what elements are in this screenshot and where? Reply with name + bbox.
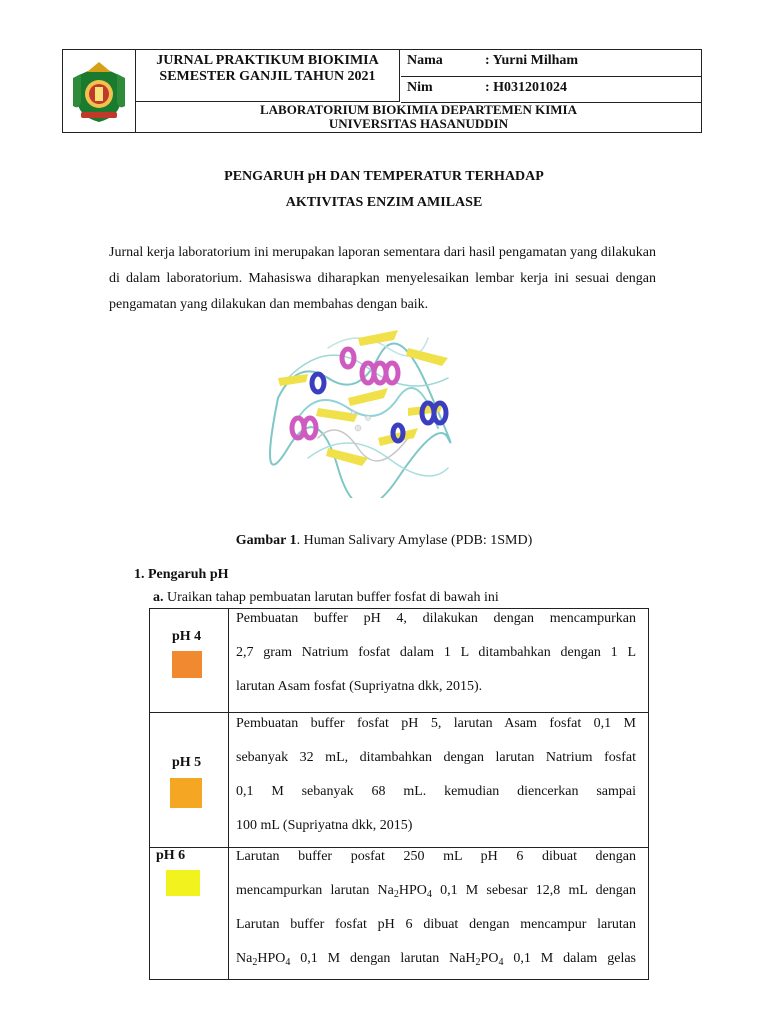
table-row (150, 712, 648, 848)
buffer-description (236, 602, 636, 704)
document-title-line1: PENGARUH pH DAN TEMPERATUR TERHADAP (224, 169, 544, 184)
table-row (150, 609, 648, 713)
laboratory-cell (136, 102, 701, 132)
desc-text: HPO (257, 951, 286, 966)
desc-line: 0,1 M sebanyak 68 mL. kemudian diencerkan sampai (236, 784, 636, 799)
subscript: 4 (426, 889, 432, 900)
nim-row (401, 76, 701, 102)
sub-heading-marker: a. (153, 590, 164, 605)
ph-label-cell (150, 848, 229, 980)
figure-caption (0, 533, 768, 549)
journal-title-line2: SEMESTER GANJIL TAHUN 2021 (159, 69, 376, 84)
protein-structure-image (258, 318, 468, 498)
ph-label: pH 4 (172, 629, 202, 644)
buffer-table (149, 608, 649, 980)
subscript: 2 (252, 957, 258, 968)
sub-heading-text: Uraikan tahap pembuatan larutan buffer fosfat di bawah ini (163, 590, 499, 605)
desc-text: 0,1 M sebesar 12,8 mL dengan (431, 883, 637, 898)
desc-line: Pembuatan buffer pH 4, dilakukan dengan mencampurkan (236, 611, 636, 626)
desc-text: PO (480, 951, 499, 966)
figure-caption-text: . Human Salivary Amylase (PDB: 1SMD) (296, 533, 533, 548)
name-label: Nama (407, 53, 443, 68)
section-heading: 1. Pengaruh pH (134, 567, 229, 582)
desc-line: Larutan buffer fosfat pH 6 dibuat dengan mencampur larutan (236, 917, 636, 932)
figure-caption-label: Gambar 1 (235, 533, 297, 548)
desc-line: Larutan buffer posfat 250 mL pH 6 dibuat dengan (236, 849, 636, 864)
color-swatch (170, 778, 202, 808)
desc-text: 0,1 M dalam gelas (503, 951, 636, 966)
desc-line (236, 942, 636, 976)
nim-value: : H031201024 (485, 80, 568, 95)
university-logo (67, 58, 131, 124)
desc-text: 0,1 M dengan larutan NaH (290, 951, 476, 966)
name-value: : Yurni Milham (485, 53, 579, 68)
desc-line: sebanyak 32 mL, ditambahkan dengan larutan Natrium fosfat (236, 750, 636, 765)
ph-label-cell (150, 712, 229, 847)
journal-title-cell (136, 50, 400, 102)
intro-paragraph: Jurnal kerja laboratorium ini merupakan laporan sementara dari hasil pengamatan yang dilakukan di dalam laboratorium. Mahasiswa diharapkan menyelesaikan lembar kerja ini sesuai dengan pengamatan yang dilakukan dan membahas dengan baik. (109, 245, 656, 312)
lab-line1: LABORATORIUM BIOKIMIA DEPARTEMEN KIMIA (260, 102, 577, 117)
student-info-cell (401, 50, 701, 103)
color-swatch (172, 651, 202, 678)
desc-line (236, 874, 636, 908)
ph-label-cell (150, 609, 229, 712)
lab-line2: UNIVERSITAS HASANUDDIN (328, 116, 509, 131)
desc-line: 100 mL (Supriyatna dkk, 2015) (236, 818, 413, 833)
table-row (150, 848, 648, 980)
subscript: 4 (498, 957, 504, 968)
subscript: 2 (393, 889, 399, 900)
desc-text: HPO (398, 883, 427, 898)
buffer-description (236, 840, 636, 976)
ph-label: pH 6 (156, 848, 186, 863)
desc-text: mencampurkan larutan Na (236, 883, 394, 898)
name-row (401, 50, 701, 77)
color-swatch (166, 870, 200, 896)
desc-line: Pembuatan buffer fosfat pH 5, larutan Asam fosfat 0,1 M (236, 716, 636, 731)
buffer-description (236, 707, 636, 843)
journal-header-table (62, 49, 702, 133)
journal-title-line1: JURNAL PRAKTIKUM BIOKIMIA (156, 53, 379, 68)
nim-label: Nim (407, 80, 433, 95)
logo-cell (63, 50, 136, 132)
desc-line: 2,7 gram Natrium fosfat dalam 1 L ditambahkan dengan 1 L (236, 645, 636, 660)
subscript: 2 (475, 957, 481, 968)
subscript: 4 (285, 957, 291, 968)
document-title-line2: AKTIVITAS ENZIM AMILASE (285, 195, 483, 210)
desc-text: Na (236, 951, 253, 966)
ph-label: pH 5 (172, 755, 202, 770)
desc-line: larutan Asam fosfat (Supriyatna dkk, 2015). (236, 679, 483, 694)
